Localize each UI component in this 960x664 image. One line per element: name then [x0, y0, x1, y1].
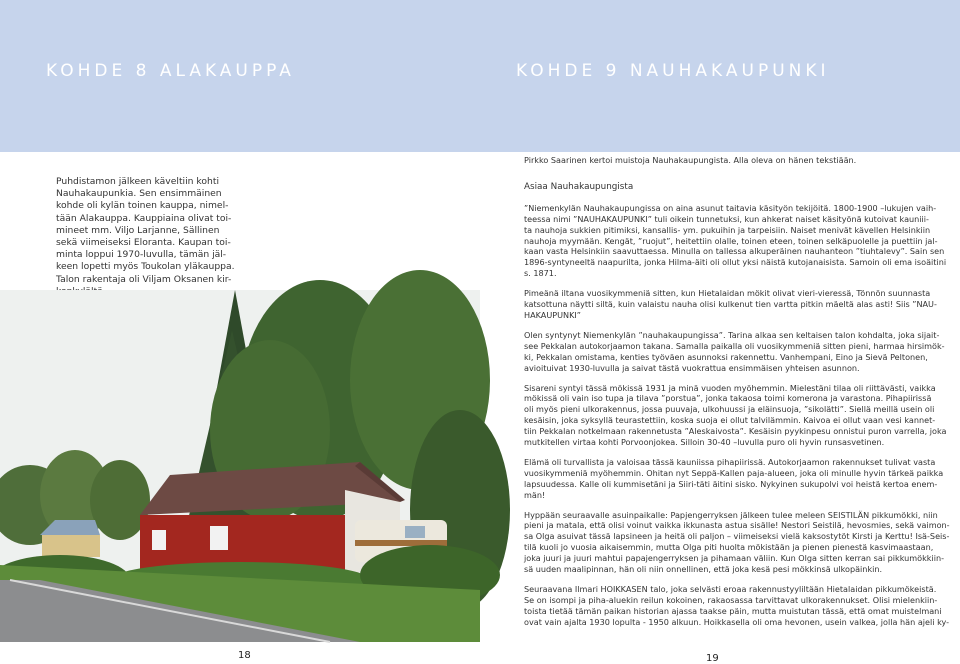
- paragraph-line: Seuraavana Ilmari HOIKKASEN talo, joka selvästi eroaa rakennustyyliltään Hietalaidan pikkumökeistä.: [524, 584, 937, 594]
- paragraph-line: mökissä oli vain iso tupa ja tilava ”porstua”, jonka takaosa toimi komerona ja varastona. Pihapiirissä: [524, 393, 932, 404]
- paragraph-line: joka juuri ja juuri mahtui papajengerryksen ja pihamaan väliin. Kun Olga sitten kerran sai pikkumökkiin-: [524, 553, 945, 564]
- paragraph: [524, 288, 937, 321]
- paragraph-line: mutkitellen virtaa kohti Porvoonjokea. Silloin 30-40 –luvulla puro oli hyvin runsasvetinen.: [524, 437, 885, 448]
- paragraph: [524, 509, 950, 575]
- paragraph-line: 1896-syntyneeltä naapurilta, jonka Hilma-äiti oli ollut yksi näistä kutojanaisista. Samoin oli ema isoäitini: [524, 257, 947, 268]
- left-page-title: KOHDE 8 ALAKAUPPA: [46, 61, 295, 81]
- paragraph-line: katsottuna näytti siltä, kuin valaistu nauha olisi kulkenut tien vartta pitkin mäeltä alas asti! Siis ”NAU-: [524, 299, 937, 310]
- paragraph-line: ”Niemenkylän Nauhakaupungissa on aina asunut taitavia käsityön tekijöitä. 1800-1900 –lukujen vaih-: [524, 202, 937, 213]
- intro-line: kohde oli kylän toinen kauppa, nimel-: [56, 200, 229, 212]
- intro-line: mineet mm. Viljo Larjanne, Sällinen: [56, 224, 220, 236]
- paragraph-line: kaan vasta Helsinkiin saavuttaessa. Minulla on tallessa alkuperäinen nauhanteon ”tiuhtalevy”. Sain sen: [524, 246, 945, 257]
- paragraph: [524, 329, 945, 374]
- paragraph: [524, 584, 950, 628]
- paragraph-line: nauhoja myymään. Kengät, ”ruojut”, heitettiin olalle, toinen eteen, toinen selkäpuolelle ja puettiin jal-: [524, 235, 938, 246]
- paragraph-line: ki, Pekkalan omistama, kenties työväen asunnoksi rakennettu. Vanhempani, Eino ja Sievä Peltonen,: [524, 351, 928, 362]
- paragraph: [524, 456, 944, 501]
- paragraph-line: avioituivat 1930-luvulla ja saivat tästä vuokrattua ensimmäisen yhteisen asunnon.: [524, 362, 860, 373]
- subheading: Asiaa Nauhakaupungista: [524, 181, 634, 192]
- paragraph-line: Sisareni syntyi tässä mökissä 1931 ja minä vuoden myöhemmin. Mielestäni tilaa oli riittävästi, vaikka: [524, 382, 936, 393]
- paragraph-line: kesäisin, joka syksyllä teurastettiin, koska suoja ei ollut talvilämmin. Kaivoa ei ollut vaan vesi kannet-: [524, 415, 936, 426]
- house-photo: [0, 290, 480, 642]
- lead-text: Pirkko Saarinen kertoi muistoja Nauhakaupungista. Alla oleva on hänen tekstiään.: [524, 155, 857, 165]
- paragraph-line: Se on isompi ja piha-aluekin reilun kokoinen, rakaosassa tarvittavat ulkorakennukset. Olisi mielenkiin-: [524, 594, 938, 605]
- intro-line: Talon rakentaja oli Viljam Oksanen kir-: [56, 273, 232, 285]
- paragraph-line: vuosikymmeniä myöhemmin. Ohitan nyt Seppä-Kallen paja-alueen, joka oli minulle hyvin tärkeä paikka: [524, 467, 944, 478]
- paragraph-line: Elämä oli turvallista ja valoisaa tässä kauniissa pihapiirissä. Autokorjaamon rakennukset tulivat vasta: [524, 456, 936, 467]
- paragraph-line: sa Olga asuivat tässä lapsineen ja heitä oli paljon – viimeiseksi vielä kaksostytöt Kirsti ja Kerttu! Isä-Seis-: [524, 531, 950, 542]
- paragraph-line: sä uuden maalipinnan, hän oli niin onnellinen, että joka kesä pesi mökkinsä ulkopäinkin.: [524, 564, 883, 575]
- header-band: [0, 0, 960, 152]
- house-photo-illustration: [0, 290, 480, 642]
- paragraph-line: Olen syntynyt Niemenkylän ”nauhakaupungissa”. Tarina alkaa sen keltaisen talon kohdalta, joka sijait-: [524, 329, 940, 340]
- intro-line: sekä viimeiseksi Eloranta. Kaupan toi-: [56, 237, 231, 249]
- paragraph: [524, 382, 947, 448]
- paragraph-line: toista tietää tämän paikan historian ajassa taakse päin, mutta muistutan tässä, että omat muistelmani: [524, 605, 942, 616]
- paragraph-line: HAKAUPUNKI”: [524, 309, 581, 320]
- paragraph-line: teessa nimi ”NAUHAKAUPUNKI” tuli oikein tunnetuksi, kun ahkerat naiset käsityönä kutoivat kauniii-: [524, 213, 929, 224]
- intro-line: Puhdistamon jälkeen käveltiin kohti: [56, 176, 219, 187]
- intro-line: tään Alakauppa. Kauppiaina olivat toi-: [56, 212, 232, 224]
- right-page-title: KOHDE 9 NAUHAKAUPUNKI: [516, 61, 830, 81]
- paragraph-line: Hyppään seuraavalle asuinpaikalle: Papjengerryksen jälkeen tulee meleen SEISTILÄN pikkumökki, niin: [524, 509, 938, 520]
- page-number-right: 19: [706, 653, 719, 664]
- page-number-left: 18: [238, 650, 251, 661]
- paragraph-line: lapsuudessa. Kalle oli kummisetäni ja Siiri-täti äitini sisko. Nykyinen sukupolvi voi heistä kertoa enem-: [524, 478, 938, 489]
- paragraph-line: see Pekkalan autokorjaamon takana. Samalla paikalla oli vuosikymmeniä sitten pieni, harmaa hirsimök-: [524, 340, 945, 351]
- paragraph-line: tilä kuoli jo vuosia aikaisemmin, mutta Olga piti huolta mökistään ja pienen pienestä kasvimaastaan,: [524, 542, 934, 553]
- paragraph-line: s. 1871.: [524, 268, 557, 279]
- right-page-text: [524, 155, 950, 628]
- intro-line: keen lopetti myös Toukolan yläkauppa.: [56, 261, 235, 273]
- paragraph-line: tiin Pekkalan notkelmaan rakennetusta ”Aleskaivosta”. Kesäisin pyykinpesu onnistui puron varrella, joka: [524, 426, 947, 437]
- paragraph-line: oli myös pieni ulkorakennus, jossa puuvaja, ulkohuussi ja eläinsuoja, ”sikolätti”. Siellä meillä usein oli: [524, 404, 935, 415]
- paragraph-line: ovat vain ajalta 1930 lopulta - 1950 alkuun. Hoikkasella oli oma hevonen, usein valkea, jolla hän ajeli ky-: [524, 616, 950, 627]
- intro-line: Nauhakaupunkia. Sen ensimmäinen: [56, 188, 222, 200]
- paragraph-line: Pimeänä iltana vuosikymmeniä sitten, kun Hietalaidan mökit olivat vieri-vieressä, Tönnön suunnasta: [524, 288, 931, 299]
- paragraph-line: pieni ja matala, että olisi voinut vaikka ikkunasta astua sisälle! Nestori Seistilä, hevosmies, sekä vaimon-: [524, 520, 950, 531]
- paragraph: [524, 202, 947, 279]
- paragraph-line: män!: [524, 489, 546, 500]
- paragraph-line: ta nauhoja sukkien pitimiksi, kansallis- ym. pukuihin ja tarpeisiin. Naiset menivät kävellen Helsinkiin: [524, 224, 931, 235]
- left-intro-text: [56, 176, 235, 298]
- intro-line: minta loppui 1970-luvulla, tämän jäl-: [56, 249, 227, 261]
